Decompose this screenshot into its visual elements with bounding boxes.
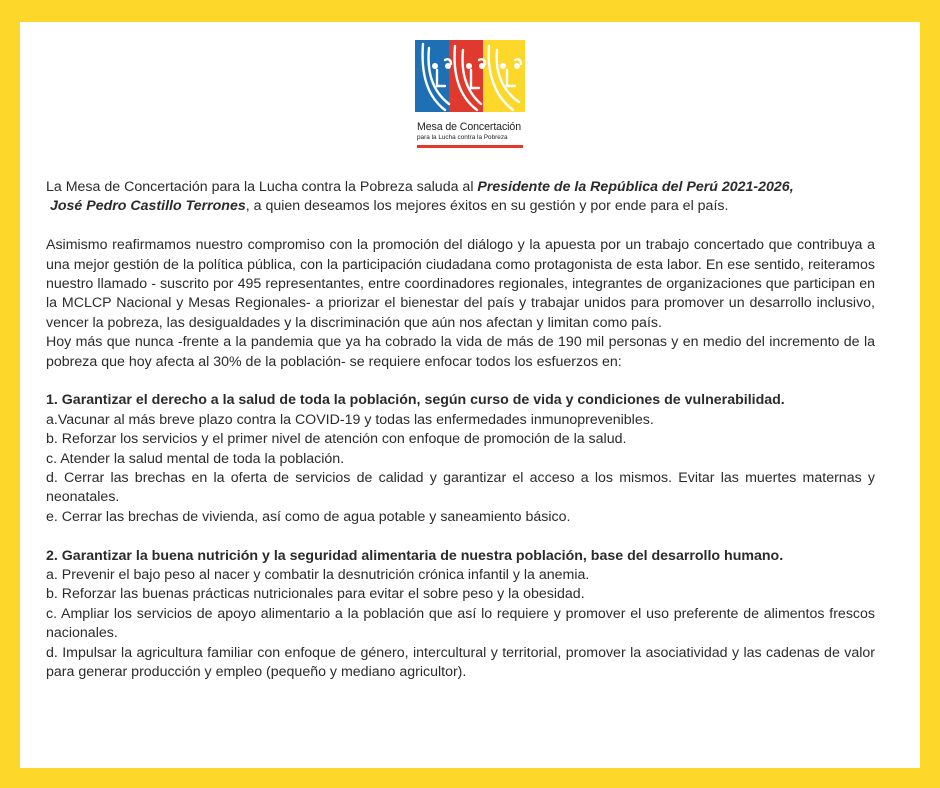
section-heading: 1. Garantizar el derecho a la salud de toda la población, según curso de vida y condiciones de vulnerabilidad. (46, 392, 785, 409)
list-item: e. Cerrar las brechas de vivienda, así como de agua potable y saneamiento básico. (46, 508, 571, 525)
list-item: c. Ampliar los servicios de apoyo alimentario a la población que así lo requiere y promover el uso preferente de alimentos frescos nacionales. (46, 605, 875, 642)
list-item: c. Atender la salud mental de toda la población. (46, 450, 345, 467)
list-item: a. Prevenir el bajo peso al nacer y combatir la desnutrición crónica infantil y la anemia. (46, 567, 590, 584)
section-heading: 2. Garantizar la buena nutrición y la seguridad alimentaria de nuestra población, base del desarrollo humano. (46, 547, 784, 564)
president-name: José Pedro Castillo Terrones (49, 198, 246, 215)
pandemic-paragraph: Hoy más que nunca -frente a la pandemia que ya ha cobrado la vida de más de 190 mil personas y en medio del incremento de la pobreza que hoy afecta al 30% de la población- se requiere enfocar todos los esfuerzos en: (46, 334, 875, 370)
section-health (46, 391, 875, 527)
logo-subtitle: para la Lucha contra la Pobreza (417, 134, 508, 141)
three-faces-logo-icon (415, 40, 525, 114)
spacer (46, 372, 875, 391)
spacer (46, 527, 875, 546)
list-item: a.Vacunar al más breve plazo contra la COVID-19 y todas las enfermedades inmunoprevenibles. (46, 411, 654, 428)
list-item: b. Reforzar las buenas prácticas nutricionales para evitar el sobre peso y la obesidad. (46, 586, 585, 603)
list-item: d. Cerrar las brechas en la oferta de servicios de calidad y garantizar el acceso a los mismos. Evitar las muertes maternas y neonatales. (46, 470, 875, 506)
section-nutrition (46, 547, 875, 683)
organization-logo (415, 40, 525, 152)
intro-closing: , a quien deseamos los mejores éxitos en su gestión y por ende para el país. (245, 198, 729, 215)
intro-text: La Mesa de Concertación para la Lucha contra la Pobreza saluda al (46, 179, 478, 195)
document-body (46, 178, 875, 683)
spacer (46, 217, 875, 236)
commitment-paragraph: Asimismo reafirmamos nuestro compromiso con la promoción del diálogo y la apuesta por un trabajo concertado que contribuya a una mejor gestión de la política pública, con la participación ciudadana como protagonista de esta labor. En ese sentido, reiteramos nuestro llamado - suscrito por 495 representantes, entre coordinadores regionales, integrantes de organizaciones que participan en la MCLCP Nacional y Mesas Regionales- a priorizar el bienestar del país y trabajar unidos para promover un desarrollo inclusivo, vencer la pobreza, las desigualdades y la discriminación que aún nos afectan y limitan como país. (46, 237, 875, 331)
logo-title: Mesa de Concertación (417, 121, 521, 133)
list-item: b. Reforzar los servicios y el primer nivel de atención con enfoque de promoción de la salud. (46, 431, 627, 448)
intro-paragraph (46, 178, 875, 217)
president-title: Presidente de la República del Perú 2021-2026, (477, 179, 794, 195)
list-item: d. Impulsar la agricultura familiar con enfoque de género, intercultural y territorial, promover la asociatividad y las cadenas de valor para generar producción y empleo (pequeño y mediano agricultor). (46, 644, 875, 681)
logo-underline (417, 145, 523, 148)
